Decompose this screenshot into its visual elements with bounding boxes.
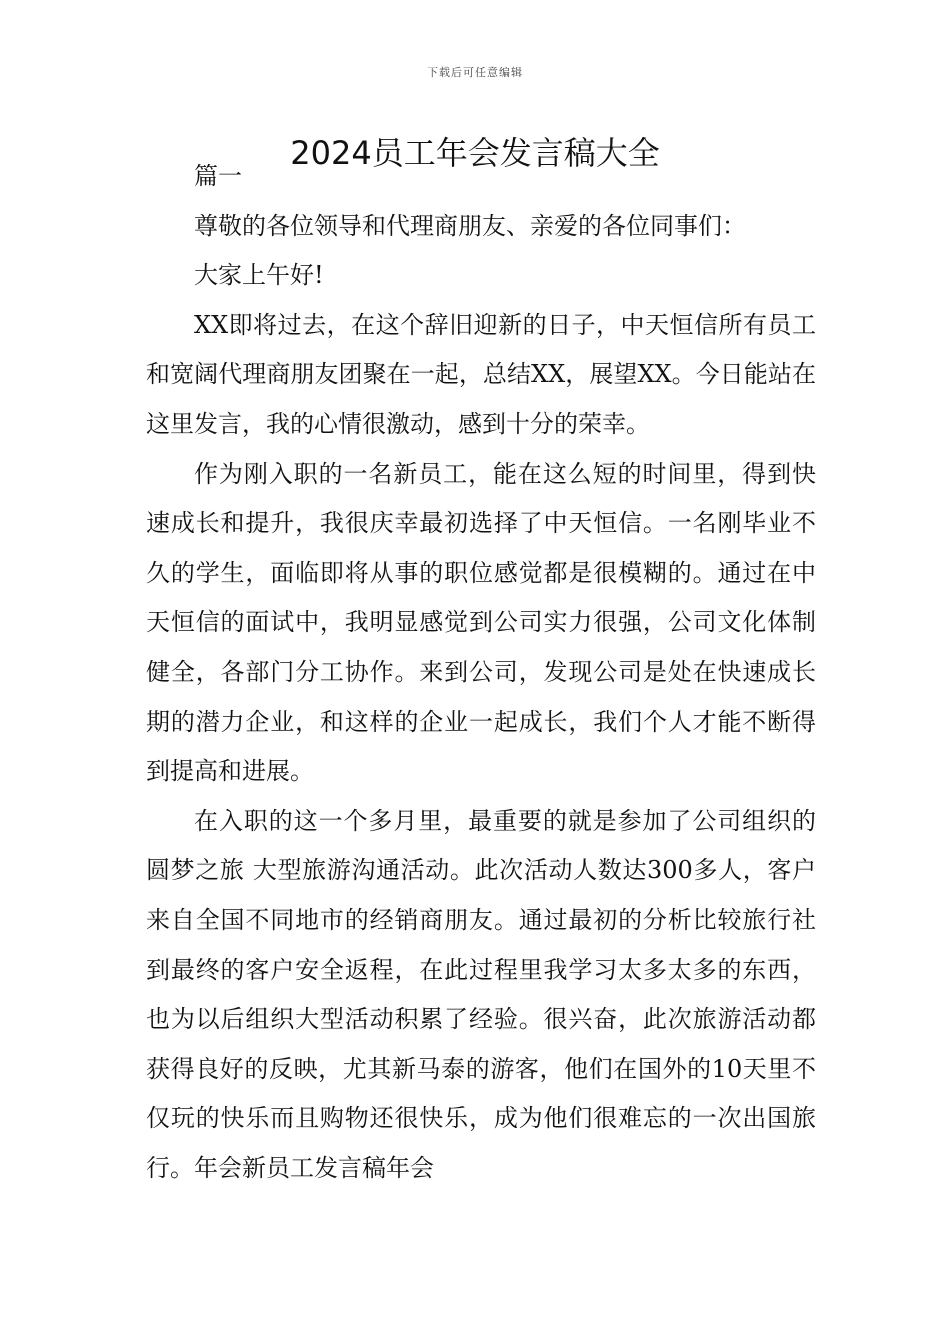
header-note: 下载后可任意编辑 xyxy=(427,66,523,79)
section-label: 篇一 xyxy=(194,162,242,190)
document-body xyxy=(146,150,816,1193)
paragraph-salutation: 尊敬的各位领导和代理商朋友、亲爱的各位同事们： xyxy=(194,211,746,240)
paragraph-2: 作为刚入职的一名新员工，能在这么短的时间里，得到快速成长和提升，我很庆幸最初选择了中天恒信。一名刚毕业不久的学生，面临即将从事的职位感觉都是很模糊的。通过在中天恒信的面试中，我明显感觉到公司实力很强，公司文化体制健全，各部门分工协作。来到公司，发现公司是处在快速成长期的潜力企业，和这样的企业一起成长，我们个人才能不断得到提高和进展。 xyxy=(146,459,816,786)
document-title: 2024员工年会发言稿大全 xyxy=(290,134,660,172)
paragraph-3: 在入职的这一个多月里，最重要的就是参加了公司组织的 圆梦之旅 大型旅游沟通活动。此次活动人数达300多人，客户来自全国不同地市的经销商朋友。通过最初的分析比较旅行社到最终的客户安全返程，在此过程里我学习太多太多的东西，也为以后组织大型活动积累了经验。很兴奋，此次旅游活动都获得良好的反映，尤其新马泰的游客，他们在国外的10天里不仅玩的快乐而且购物还很快乐，成为他们很难忘的一次出国旅行。年会新员工发言稿年会 xyxy=(146,806,816,1182)
paragraph-greeting: 大家上午好! xyxy=(194,261,324,290)
paragraph-1: XX即将过去，在这个辞旧迎新的日子，中天恒信所有员工和宽阔代理商朋友团聚在一起，总结XX，展望XX。今日能站在这里发言，我的心情很激动，感到十分的荣幸。 xyxy=(146,310,816,438)
